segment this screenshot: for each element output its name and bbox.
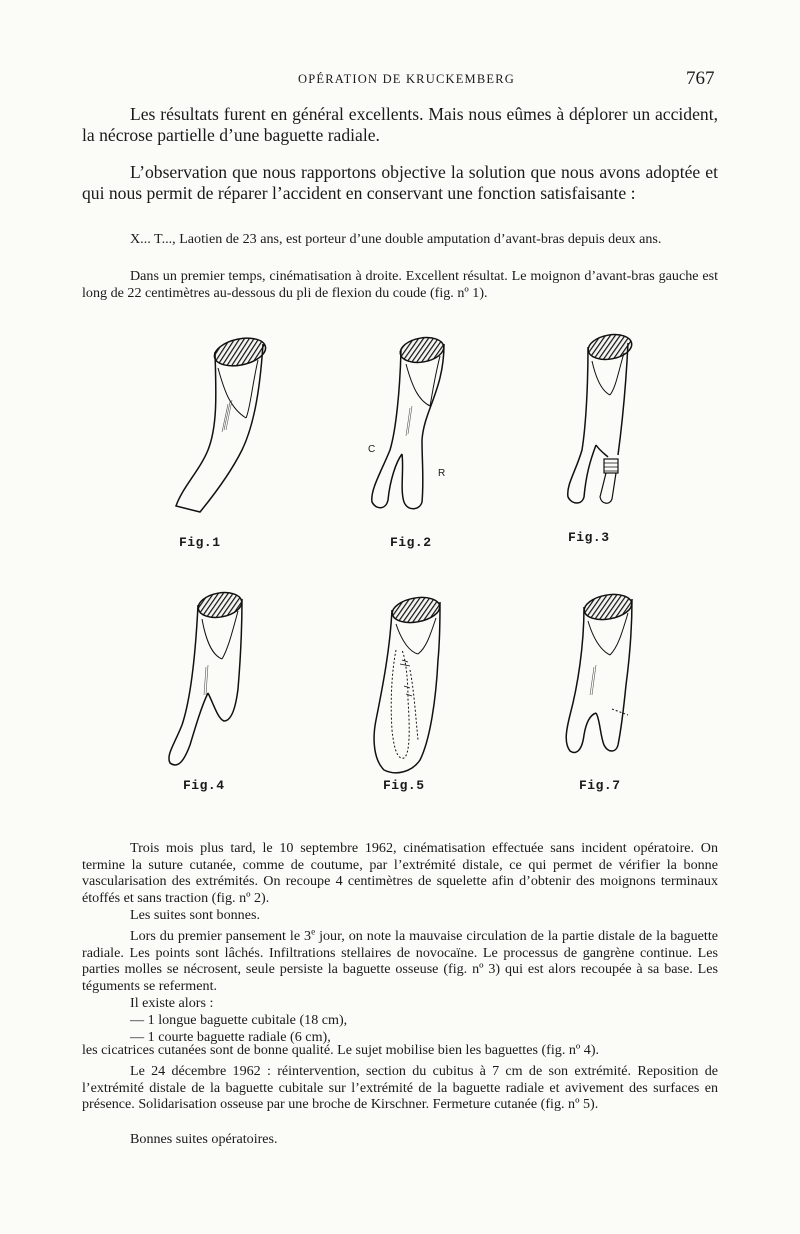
figure-1-illustration [160, 330, 280, 520]
two-rods-drawing [160, 585, 260, 775]
osteosynthesis-drawing [362, 590, 452, 780]
paragraph-three-months: Trois mois plus tard, le 10 septembre 1962, cinématisation effectuée sans incident opératoire. On termine la suture cutanée, comme de coutume, par l’extrémité distale, ce qui permet de vérifier la bonne vascularisation des extrémités. On recoupe 4 centimètres de squelette afin d’obtenir des moignons terminaux étoffés et sans traction (fig. nº 2). [82, 840, 718, 906]
running-title: OPÉRATION DE KRUCKEMBERG [298, 72, 516, 86]
list-item-cubital: — 1 longue baguette cubitale (18 cm), [130, 1012, 348, 1028]
paragraph-reintervention: Le 24 décembre 1962 : réintervention, section du cubitus à 7 cm de son extrémité. Reposition de l’extrémité distale de la baguette cubitale sur l’extrémité de la baguette radiale et avivement des surfaces en présence. Solidarisation osseuse par une broche de Kirschner. Fermeture cutanée (fig. nº 5). [82, 1063, 718, 1113]
first-dressing-superscript: e [311, 926, 316, 937]
figure-2-label-c: C [368, 444, 376, 455]
figure-2-caption: Fig.2 [390, 535, 432, 550]
paragraph-observation: L’observation que nous rapportons objective la solution que nous avons adoptée et qui nous permit de réparer l’accident en conservant une fonction satisfaisante : [82, 162, 718, 203]
figure-1-caption: Fig.1 [179, 535, 221, 550]
paragraph-scars: les cicatrices cutanées sont de bonne qualité. Le sujet mobilise bien les baguettes (fig. nº 4). [82, 1042, 600, 1058]
figure-5-caption: Fig.5 [383, 778, 425, 793]
first-dressing-text-b: jour, on note la mauvaise circulation de la partie distale de la baguette radiale. Les points sont lâchés. Infiltrations stellaires de novocaïne. Le processus de gangrène continue. Les parties molles se nécrosent, seule persiste la baguette osseuse (fig. nº 3) qui est alors recoupée à sa base. Les téguments se referment. [82, 928, 718, 994]
paragraph-patient: X... T..., Laotien de 23 ans, est porteur d’une double amputation d’avant-bras depuis deux ans. [130, 231, 662, 247]
paragraph-good-course: Les suites sont bonnes. [130, 907, 260, 923]
paragraph-results: Les résultats furent en général excellents. Mais nous eûmes à déplorer un accident, la nécrose partielle d’une baguette radiale. [82, 104, 718, 145]
first-dressing-text-a: Lors du premier pansement le 3 [130, 928, 312, 944]
cineplasty-drawing [360, 330, 460, 520]
figure-2-illustration [360, 330, 460, 520]
radial-necrosis-drawing [560, 325, 650, 515]
paragraph-first-step: Dans un premier temps, cinématisation à droite. Excellent résultat. Le moignon d’avant-bras gauche est long de 22 centimètres au-dessous du pli de flexion du coude (fig. nº 1). [82, 268, 718, 301]
list-item-radial: — 1 courte baguette radiale (6 cm), [130, 1029, 331, 1045]
paragraph-final: Bonnes suites opératoires. [130, 1131, 278, 1147]
figure-3-caption: Fig.3 [568, 530, 610, 545]
figure-4-illustration [160, 585, 260, 775]
figure-7-caption: Fig.7 [579, 778, 621, 793]
figure-5-illustration [362, 590, 452, 780]
page-number: 767 [686, 68, 715, 89]
final-result-drawing [556, 585, 646, 775]
page-header [0, 68, 800, 92]
forearm-stump-drawing [160, 330, 280, 520]
figure-4-caption: Fig.4 [183, 778, 225, 793]
figure-3-illustration [560, 325, 650, 515]
figure-7-illustration [556, 585, 646, 775]
figure-2-label-r: R [438, 468, 446, 479]
paragraph-first-dressing [82, 928, 718, 994]
paragraph-there-exists: Il existe alors : [130, 995, 214, 1011]
